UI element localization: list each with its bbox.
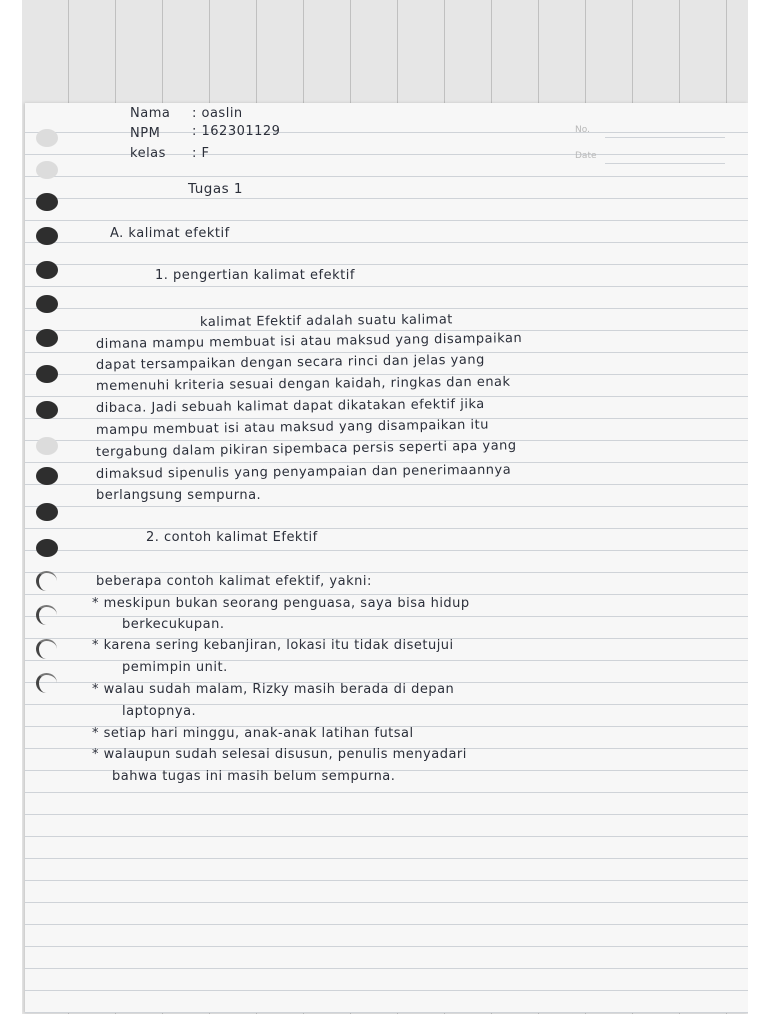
example-item-continued: pemimpin unit. <box>122 660 228 675</box>
subheading-examples: 2. contoh kalimat Efektif <box>146 530 318 545</box>
punch-hole <box>36 605 57 625</box>
punch-hole <box>36 467 58 485</box>
punch-hole <box>36 365 58 383</box>
paragraph-line: dapat tersampaikan dengan secara rinci dan jelas yang <box>95 352 485 373</box>
date-line <box>605 163 725 164</box>
frame-left <box>0 0 22 1024</box>
nama-label: Nama <box>130 106 171 121</box>
punch-hole <box>36 401 58 419</box>
example-item-continued: berkecukupan. <box>122 617 225 632</box>
no-line <box>605 137 725 138</box>
examples-intro: beberapa contoh kalimat efektif, yakni: <box>96 574 372 589</box>
example-item: * karena sering kebanjiran, lokasi itu tidak disetujui <box>92 638 454 653</box>
date-label: Date <box>575 151 597 161</box>
frame-bottom <box>0 1014 768 1024</box>
no-label: No. <box>575 125 590 135</box>
nama-value: : oaslin <box>192 106 243 121</box>
example-item-continued: bahwa tugas ini masih belum sempurna. <box>112 769 396 784</box>
example-item: * walaupun sudah selesai disusun, penulis menyadari <box>92 747 467 762</box>
paragraph-line: dimaksud sipenulis yang penyampaian dan penerimaannya <box>95 462 512 482</box>
kelas-label: kelas <box>130 146 166 161</box>
punch-hole <box>36 329 58 347</box>
punch-hole <box>36 673 57 693</box>
punch-hole <box>36 129 58 147</box>
punch-hole <box>36 437 58 455</box>
punch-hole <box>36 571 57 591</box>
example-item: * walau sudah malam, Rizky masih berada di depan <box>92 682 455 697</box>
paragraph-line: berlangsung sempurna. <box>96 488 262 503</box>
punch-hole <box>36 227 58 245</box>
paragraph-line: dimana mampu membuat isi atau maksud yang disampaikan <box>95 331 523 352</box>
section-heading: A. kalimat efektif <box>110 226 230 241</box>
frame-right <box>748 0 768 1024</box>
punch-hole <box>36 295 58 313</box>
punch-hole <box>36 539 58 557</box>
punch-hole <box>36 161 58 179</box>
npm-label: NPM <box>130 126 161 141</box>
paragraph-line: tergabung dalam pikiran sipembaca persis seperti apa yang <box>95 438 517 460</box>
example-item-continued: laptopnya. <box>122 704 197 719</box>
paragraph-line: kalimat Efektif adalah suatu kalimat <box>199 312 453 330</box>
example-item: * setiap hari minggu, anak-anak latihan futsal <box>92 726 414 741</box>
paragraph-line: dibaca. Jadi sebuah kalimat dapat dikatakan efektif jika <box>95 396 485 416</box>
paragraph-line: memenuhi kriteria sesuai dengan kaidah, ringkas dan enak <box>95 374 511 394</box>
paragraph-line: mampu membuat isi atau maksud yang disampaikan itu <box>95 417 490 438</box>
example-item: * meskipun bukan seorang penguasa, saya bisa hidup <box>92 596 470 611</box>
punch-hole <box>36 261 58 279</box>
punch-hole <box>36 193 58 211</box>
subheading-definition: 1. pengertian kalimat efektif <box>155 268 355 283</box>
punch-hole <box>36 639 57 659</box>
page-title: Tugas 1 <box>188 181 244 197</box>
npm-value: : 162301129 <box>192 124 281 139</box>
punch-hole <box>36 503 58 521</box>
kelas-value: : F <box>192 146 210 161</box>
